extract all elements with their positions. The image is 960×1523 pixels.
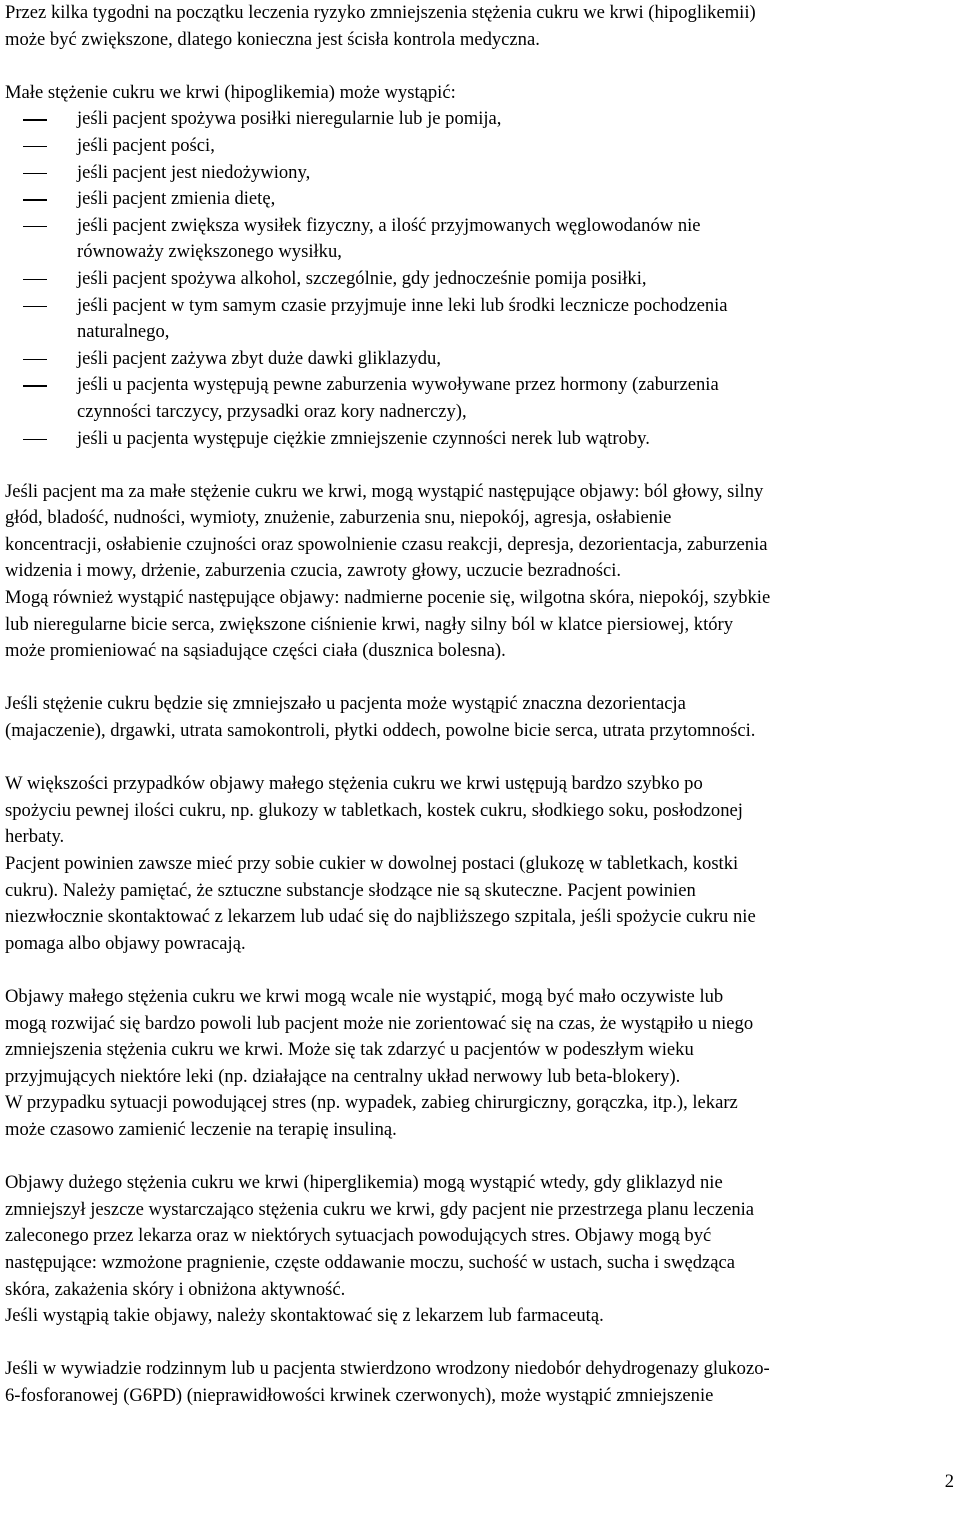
list-item: jeśli pacjent w tym samym czasie przyjmuje inne leki lub środki lecznicze pochodzenia [5,293,959,320]
text-line: Objawy małego stężenia cukru we krwi mogą wcale nie wystąpić, mogą być mało oczywiste lub [5,985,724,1007]
list-item: jeśli pacjent zmienia dietę, [5,186,959,213]
text-line: lub nieregularne bicie serca, zwiększone ciśnienie krwi, nagły silny ból w klatce piersiowej, który [5,613,734,635]
dash-bullet [23,359,47,360]
text-line: W przypadku sytuacji powodującej stres (np. wypadek, zabieg chirurgiczny, gorączka, itp.), lekarz [5,1092,738,1114]
text-line: Jeśli w wywiadzie rodzinnym lub u pacjenta stwierdzono wrodzony niedobór dehydrogenazy glukozo- [5,1358,770,1380]
text-line: skóra, zakażenia skóry i obniżona aktywność. [5,1278,346,1300]
text-line: Jeśli stężenie cukru będzie się zmniejszało u pacjenta może wystąpić znaczna dezorientacja [5,693,686,715]
list-item-continuation: naturalnego, [77,321,170,343]
list-item: jeśli pacjent zwiększa wysiłek fizyczny, a ilość przyjmowanych węglowodanów nie [5,213,959,240]
text-line: (majaczenie), drgawki, utrata samokontroli, płytki oddech, powolne bicie serca, utrata przytomności. [5,720,756,742]
text-line: głód, bladość, nudności, wymioty, znużenie, zaburzenia snu, niepokój, agresja, osłabienie [5,507,672,529]
page-number: 2 [944,1471,954,1492]
text-line: może być zwiększone, dlatego konieczna jest ścisła kontrola medyczna. [5,28,540,50]
text-line: może promieniować na sąsiadujące części ciała (dusznica bolesna). [5,640,506,662]
list-lead: Małe stężenie cukru we krwi (hipoglikemia) może wystąpić: [5,81,456,103]
dash-bullet [23,146,47,147]
text-line: zmniejszenia stężenia cukru we krwi. Może się tak zdarzyć u pacjentów w podeszłym wieku [5,1039,694,1061]
text-line: Mogą również wystąpić następujące objawy: nadmierne pocenie się, wilgotna skóra, niepokój, szybkie [5,587,771,609]
intro-paragraph [5,0,959,53]
text-line: Jeśli pacjent ma za małe stężenie cukru we krwi, mogą wystąpić następujące objawy: ból głowy, silny [5,480,764,502]
hyperglycemia-paragraph [5,1170,959,1330]
paragraph-gap [5,1330,959,1357]
dash-bullet [23,439,47,440]
list-item: jeśli u pacjenta występuje ciężkie zmniejszenie czynności nerek lub wątroby. [5,426,959,453]
g6pd-paragraph [5,1356,959,1409]
paragraph-gap [5,957,959,984]
text-line: spożyciu pewnej ilości cukru, np. glukozy w tabletkach, kostek cukru, słodkiego soku, posłodzonej [5,799,743,821]
paragraph-gap [5,53,959,80]
list-item-continuation: czynności tarczycy, przysadki oraz kory nadnerczy), [77,400,467,422]
text-line: niezwłocznie skontaktować z lekarzem lub udać się do najbliższego szpitala, jeśli spożycie cukru nie [5,906,756,928]
list-item: jeśli u pacjenta występują pewne zaburzenia wywoływane przez hormony (zaburzenia [5,372,959,399]
paragraph-gap [5,745,959,772]
dash-bullet [23,226,47,227]
list-item: jeśli pacjent spożywa posiłki nieregularnie lub je pomija, [5,106,959,133]
list-item: jeśli pacjent spożywa alkohol, szczególnie, gdy jednocześnie pomija posiłki, [5,266,959,293]
text-line: cukru). Należy pamiętać, że sztuczne substancje słodzące nie są skuteczne. Pacjent powinien [5,879,696,901]
text-line: herbaty. [5,826,65,848]
text-line: mogą rozwijać się bardzo powoli lub pacjent może nie zorientować się na czas, że wystąpiło u niego [5,1012,754,1034]
text-line: może czasowo zamienić leczenie na terapię insuliną. [5,1118,397,1140]
text-line: następujące: wzmożone pragnienie, częste oddawanie moczu, suchość w ustach, sucha i swędząca [5,1251,736,1273]
text-line: przyjmujących niektóre leki (np. działające na centralny układ nerwowy lub beta-blokery). [5,1065,681,1087]
dash-bullet [23,306,47,307]
dash-bullet [23,385,47,386]
paragraph-gap [5,1144,959,1171]
document-page [5,0,959,1409]
hypoglycemia-causes-section [5,80,959,452]
text-line: 6-fosforanowej (G6PD) (nieprawidłowości krwinek czerwonych), może wystąpić zmniejszenie [5,1384,714,1406]
severe-hypoglycemia-paragraph [5,691,959,744]
dash-bullet [23,279,47,280]
text-line: W większości przypadków objawy małego stężenia cukru we krwi ustępują bardzo szybko po [5,773,703,795]
dash-bullet [23,199,47,200]
text-line: zmniejszył jeszcze wystarczająco stężenia cukru we krwi, gdy pacjent nie przestrzega planu leczenia [5,1198,755,1220]
text-line: Objawy dużego stężenia cukru we krwi (hiperglikemia) mogą wystąpić wtedy, gdy gliklazyd nie [5,1172,723,1194]
text-line: zaleconego przez lekarza oraz w niektórych sytuacjach powodujących stres. Objawy mogą być [5,1225,712,1247]
hidden-symptoms-paragraph [5,984,959,1144]
list-item: jeśli pacjent jest niedożywiony, [5,160,959,187]
dash-bullet [23,173,47,174]
text-line: Przez kilka tygodni na początku leczenia ryzyko zmniejszenia stężenia cukru we krwi (hipoglikemii) [5,2,756,23]
text-line: koncentracji, osłabienie czujności oraz spowolnienie czasu reakcji, depresja, dezorientacja, zaburzenia [5,533,768,555]
text-line: Pacjent powinien zawsze mieć przy sobie cukier w dowolnej postaci (glukozę w tabletkach, kostki [5,853,739,874]
causes-list [5,106,959,452]
text-line: Jeśli wystąpią takie objawy, należy skontaktować się z lekarzem lub farmaceutą. [5,1305,604,1327]
list-item-continuation: równoważy zwiększonego wysiłku, [77,241,342,263]
symptoms-paragraph [5,479,959,665]
text-line: widzenia i mowy, drżenie, zaburzenia czucia, zawroty głowy, uczucie bezradności. [5,560,622,582]
dash-bullet [23,119,47,120]
paragraph-gap [5,452,959,479]
text-line: pomaga albo objawy powracają. [5,932,246,954]
paragraph-gap [5,665,959,692]
list-item: jeśli pacjent zażywa zbyt duże dawki gliklazydu, [5,346,959,373]
recovery-paragraph [5,771,959,957]
list-item: jeśli pacjent pości, [5,133,959,160]
